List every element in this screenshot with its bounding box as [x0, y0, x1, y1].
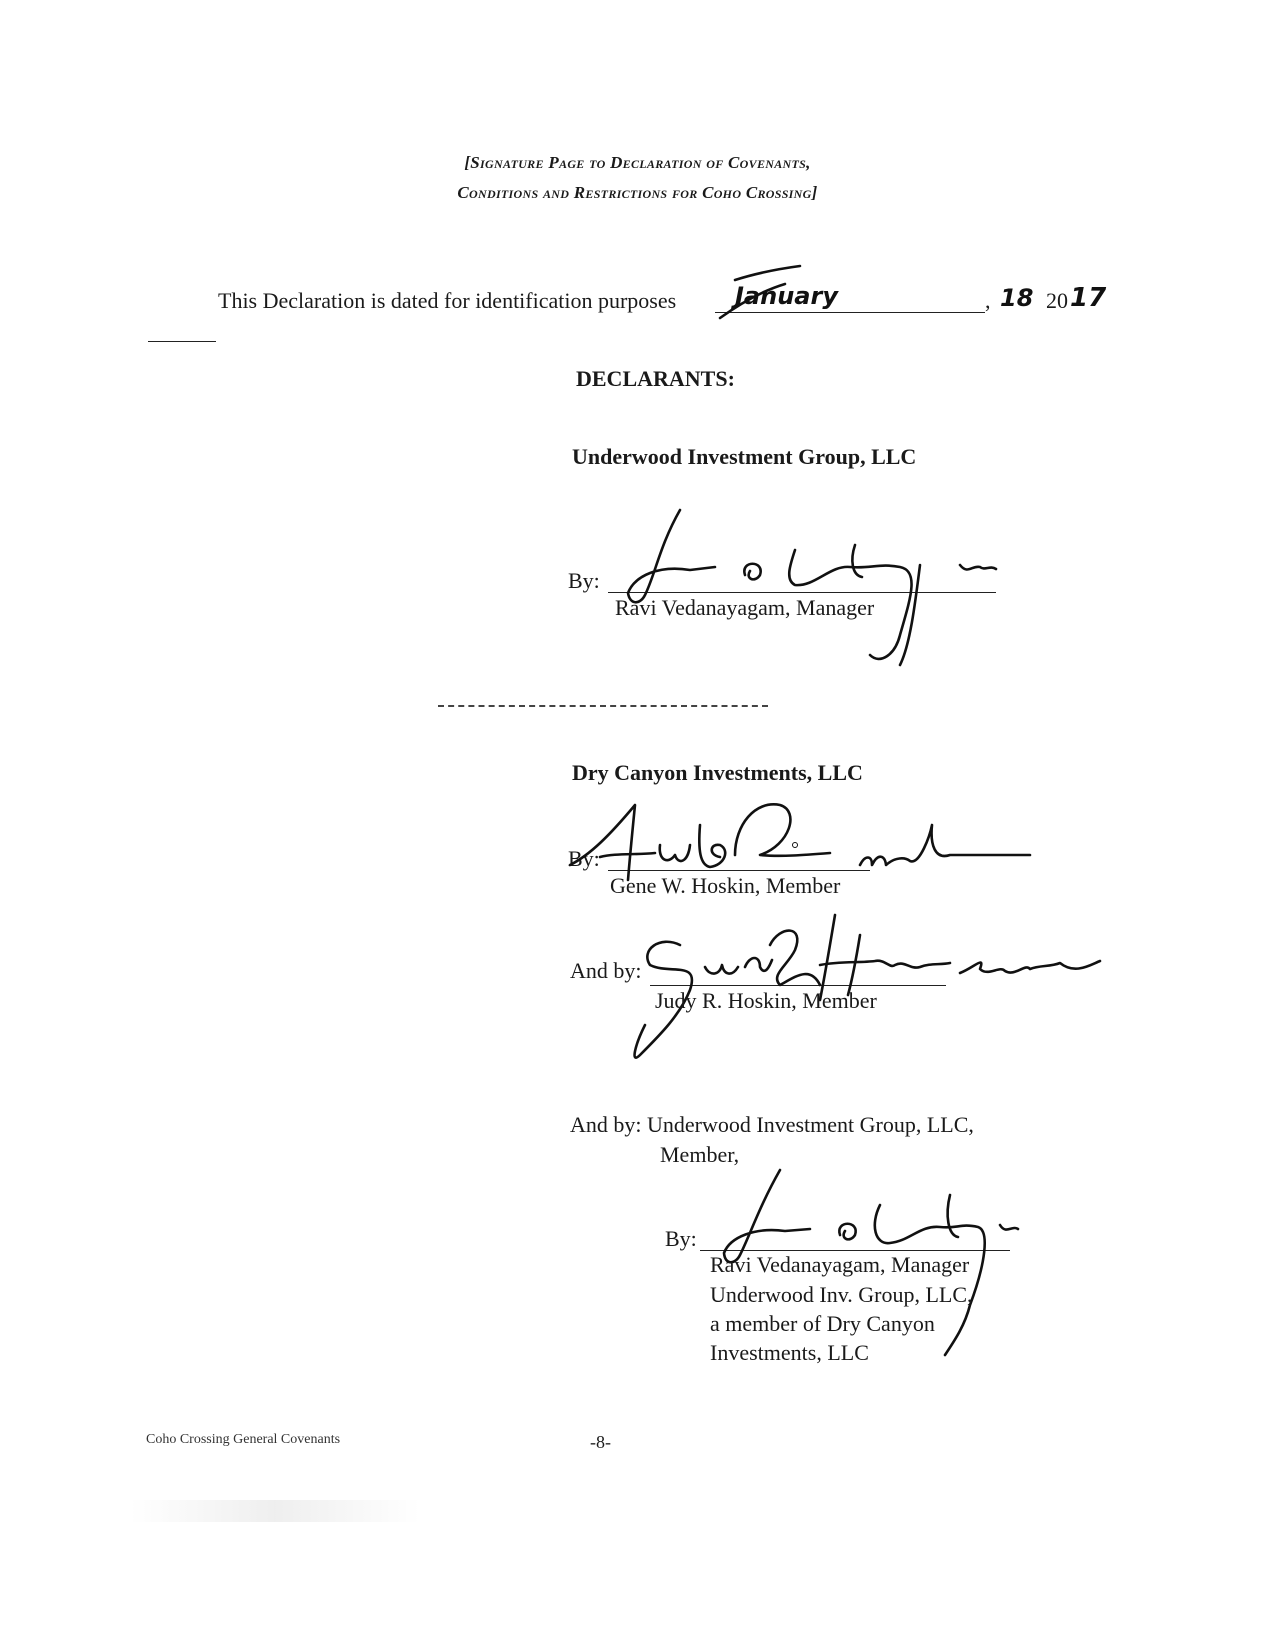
- section-separator: [438, 705, 768, 707]
- underwood-name: Underwood Investment Group, LLC: [572, 444, 917, 469]
- month-flourish: [715, 260, 815, 320]
- dry-canyon-name: Dry Canyon Investments, LLC: [572, 760, 863, 785]
- member-block-line-4: Investments, LLC: [710, 1340, 869, 1365]
- and-by-label: And by:: [570, 958, 642, 983]
- and-by-member-line-2: Member,: [660, 1142, 740, 1167]
- footer-title: Coho Crossing General Covenants: [146, 1432, 341, 1447]
- and-by-member-line-1: And by: Underwood Investment Group, LLC,: [570, 1112, 974, 1137]
- member-by-label: By:: [665, 1226, 697, 1251]
- page-number: -8-: [590, 1432, 611, 1452]
- underwood-signer: Ravi Vedanayagam, Manager: [615, 595, 875, 620]
- dry-canyon-by-label: By:: [568, 846, 600, 871]
- member-block-line-1: Ravi Vedanayagam, Manager: [710, 1252, 970, 1277]
- footer-shade: [130, 1500, 420, 1522]
- dated-text: This Declaration is dated for identification purposes: [218, 288, 677, 313]
- handwritten-year: 17: [1070, 283, 1107, 313]
- underwood-by-label: By:: [568, 568, 600, 593]
- underwood-signature: [600, 505, 1010, 675]
- gene-signer: Gene W. Hoskin, Member: [610, 873, 841, 898]
- trailing-blank-line: [148, 341, 216, 342]
- judy-signer: Judy R. Hoskin, Member: [655, 988, 877, 1013]
- member-block-line-3: a member of Dry Canyon: [710, 1311, 935, 1336]
- heading-line-1: [Signature Page to Declaration of Covenants,: [464, 153, 811, 172]
- handwritten-month: January: [735, 282, 838, 310]
- date-comma: ,: [985, 288, 991, 313]
- declarants-label: DECLARANTS:: [576, 366, 735, 391]
- member-block-line-2: Underwood Inv. Group, LLC,: [710, 1282, 973, 1307]
- year-prefix: 20: [1046, 288, 1068, 313]
- handwritten-day: 18: [1000, 284, 1034, 312]
- heading-line-2: Conditions and Restrictions for Coho Crossing]: [457, 183, 818, 202]
